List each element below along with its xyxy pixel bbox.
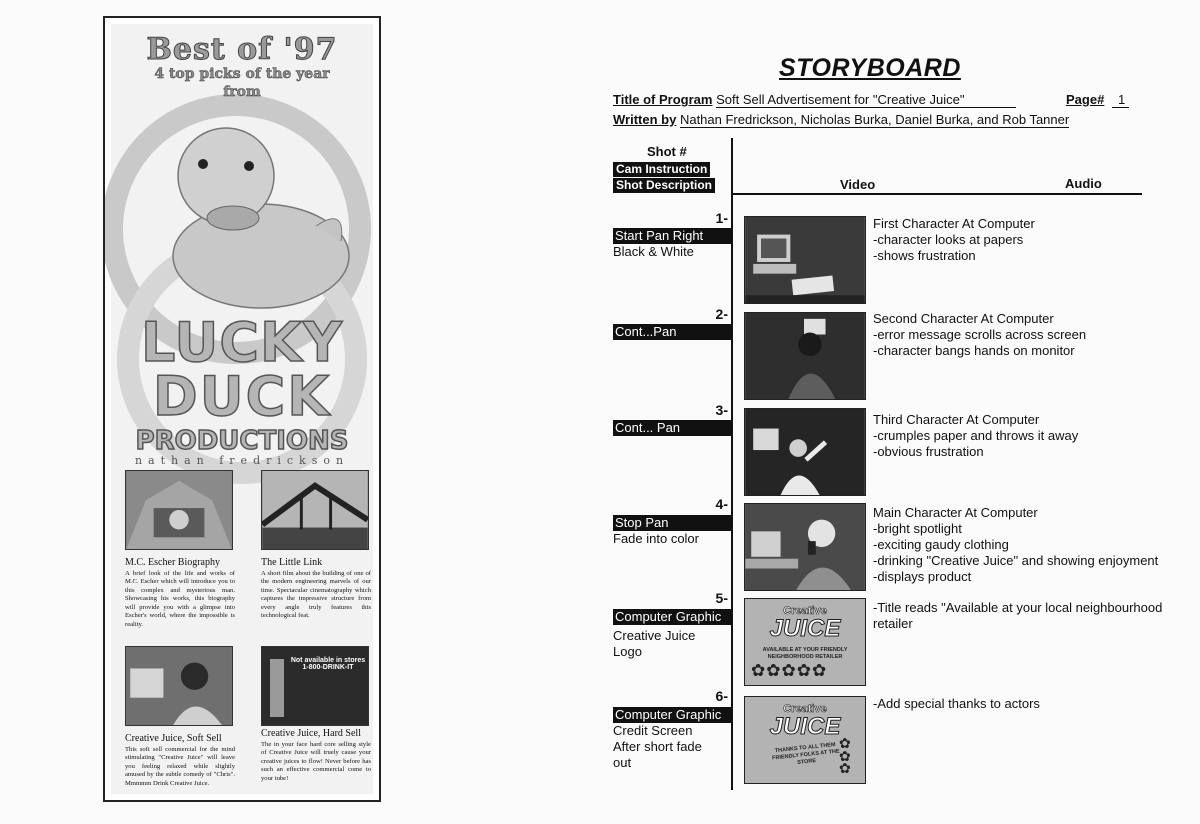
escher-photo	[125, 470, 233, 550]
written-value: Nathan Fredrickson, Nicholas Burka, Daniel Burka, and Rob Tanner	[679, 112, 1070, 127]
film-item	[261, 470, 379, 621]
film-item	[125, 470, 243, 629]
cam-instruction: Cont...Pan	[613, 324, 731, 340]
film-title: M.C. Escher Biography	[125, 557, 220, 568]
frame-logo-juice: JUICE	[769, 615, 841, 642]
storyboard-title: STORYBOARD	[779, 54, 961, 82]
ad-text: Not available in stores 1-800-DRINK-IT	[290, 657, 366, 671]
shot-description: Logo	[613, 644, 642, 659]
audio-line: -bright spotlight	[873, 521, 962, 536]
frame-logo-creative: Creative	[783, 605, 827, 617]
shot-number: 4-	[715, 496, 728, 512]
frame-caption: AVAILABLE AT YOUR FRIENDLY NEIGHBORHOOD RETAILER	[762, 647, 848, 660]
film-title: The Little Link	[261, 557, 323, 568]
audio-notes-4	[873, 505, 1158, 585]
audio-column-header: Audio	[1065, 176, 1102, 191]
poster-headline: Best of '97	[146, 32, 338, 67]
shot-number: 1-	[715, 210, 728, 226]
cam-instruction-header: Cam Instruction	[613, 162, 710, 177]
audio-line: -crumples paper and throws it away	[873, 428, 1079, 443]
shot-number: 3-	[715, 402, 728, 418]
shot-number: 6-	[715, 688, 728, 704]
film-description: The in your face hard core selling style of Creative Juice will truely cause your creative juices to flow! Never before has such an effective commercial come to your tube!	[261, 741, 371, 782]
audio-line: Main Character At Computer	[873, 505, 1038, 520]
poster-tagline-from: from	[223, 84, 261, 100]
video-frame-6	[744, 696, 866, 784]
shot-number: 2-	[715, 306, 728, 322]
page-label: Page#	[1066, 92, 1105, 107]
video-frame-3	[744, 408, 866, 496]
audio-line: -shows frustration	[873, 248, 976, 263]
program-value: Soft Sell Advertisement for "Creative Juice"	[716, 92, 1016, 108]
page-number-row	[1066, 92, 1129, 107]
bridge-photo	[261, 470, 369, 550]
cam-instruction: Stop Pan	[613, 515, 731, 531]
audio-line: -character looks at papers	[873, 232, 1024, 247]
audio-line: -obvious frustration	[873, 444, 984, 459]
film-title: Creative Juice, Hard Sell	[261, 728, 361, 739]
flowers-icon: ✿ ✿ ✿	[839, 735, 851, 777]
film-description: This soft sell commercial for the mind stimulating "Creative Juice" will leave you feeling relaxed while slightly amused by the subtle comedy of "Chris". Mmmmm Drink Creative Juice.	[125, 746, 235, 787]
rubber-duck-image	[141, 106, 351, 316]
audio-line: retailer	[873, 616, 913, 631]
video-frame-2	[744, 312, 866, 400]
audio-notes-5	[873, 600, 1162, 632]
audio-line: -character bangs hands on monitor	[873, 343, 1075, 358]
audio-line: -Add special thanks to actors	[873, 696, 1040, 711]
frame-logo-creative: Creative	[783, 703, 827, 715]
soft-sell-photo	[125, 646, 233, 726]
audio-line: First Character At Computer	[873, 216, 1035, 231]
program-label: Title of Program	[613, 92, 713, 107]
film-item	[261, 646, 379, 783]
film-description: A short film about the building of one of the modern engineering marvels of our time. Spectacular cinematography which captures the impressive structure from every angle truly features this technological feat.	[261, 570, 371, 620]
shot-description: After short fade	[613, 739, 702, 754]
audio-line: Second Character At Computer	[873, 311, 1054, 326]
cam-instruction: Computer Graphic	[613, 707, 731, 723]
brand-duck: DUCK	[152, 365, 332, 428]
film-item	[125, 646, 243, 788]
video-frame-1	[744, 216, 866, 304]
poster-tagline: 4 top picks of the year	[154, 66, 330, 82]
header-divider	[731, 193, 1142, 195]
hard-sell-ad-image	[261, 646, 369, 726]
audio-line: -Title reads "Available at your local neighbourhood	[873, 600, 1163, 615]
film-title: Creative Juice, Soft Sell	[125, 733, 222, 744]
audio-line: -exciting gaudy clothing	[873, 537, 1009, 552]
shot-number-header: Shot #	[647, 144, 687, 159]
shot-description: Fade into color	[613, 531, 699, 546]
audio-notes-1	[873, 216, 1035, 264]
poster-background	[111, 24, 373, 794]
audio-notes-6	[873, 696, 1040, 712]
audio-line: Third Character At Computer	[873, 412, 1040, 427]
cam-instruction: Cont... Pan	[613, 420, 731, 436]
promo-poster	[103, 16, 381, 802]
video-column-header: Video	[840, 177, 876, 192]
audio-notes-3	[873, 412, 1078, 460]
bottle-shape	[270, 659, 284, 717]
audio-line: -displays product	[873, 569, 972, 584]
shot-number: 5-	[715, 590, 728, 606]
written-label: Written by	[613, 112, 677, 127]
audio-line: -error message scrolls across screen	[873, 327, 1087, 342]
frame-logo-juice: JUICE	[769, 713, 841, 740]
shot-description-header: Shot Description	[613, 178, 715, 193]
page-value: 1	[1112, 92, 1129, 108]
video-frame-4	[744, 503, 866, 591]
brand-productions: PRODUCTIONS	[135, 426, 349, 456]
audio-notes-2	[873, 311, 1086, 359]
shot-description: Black & White	[613, 244, 694, 259]
flowers-icon: ✿✿✿✿✿	[751, 661, 828, 680]
column-divider	[731, 138, 733, 790]
frame-caption: THANKS TO ALL THEM FRIENDLY FOLKS AT THE STORE	[771, 741, 840, 767]
program-title-row	[613, 92, 1016, 107]
shot-description: Credit Screen	[613, 723, 693, 738]
written-by-row	[613, 112, 1069, 127]
audio-line: -drinking "Creative Juice" and showing enjoyment	[873, 553, 1159, 568]
cam-instruction: Start Pan Right	[613, 228, 731, 244]
cam-instruction: Computer Graphic	[613, 609, 731, 625]
brand-lucky: LUCKY	[141, 311, 343, 374]
shot-description: out	[613, 755, 632, 770]
video-frame-5	[744, 598, 866, 686]
shot-description: Creative Juice	[613, 628, 696, 643]
film-description: A brief look of the life and works of M.C. Escher which will introduce you to this complex and mysterious man. Showcasing his works, this biography will provide you with a glimpse into Escher's world, where the impossible is reality.	[125, 570, 235, 628]
poster-author: nathan fredrickson	[134, 454, 350, 467]
